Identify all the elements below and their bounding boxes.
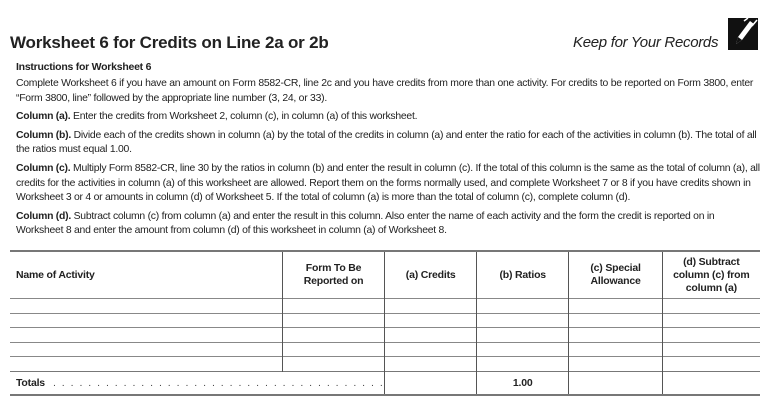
cell[interactable] [477, 299, 569, 314]
cell[interactable] [385, 357, 477, 372]
cell[interactable] [282, 299, 384, 314]
cell[interactable] [477, 342, 569, 357]
totals-credits-cell[interactable] [385, 371, 477, 395]
cell[interactable] [385, 328, 477, 343]
cell[interactable] [569, 299, 662, 314]
cell[interactable] [10, 328, 282, 343]
totals-label-cell [10, 371, 385, 395]
totals-subtract-cell[interactable] [662, 371, 760, 395]
column-a-label: Column (a). [16, 111, 71, 123]
cell[interactable] [10, 299, 282, 314]
cell[interactable] [282, 342, 384, 357]
cell[interactable] [662, 328, 760, 343]
totals-ratio-cell: 1.00 [477, 371, 569, 395]
pencil-icon [728, 18, 758, 50]
totals-label: Totals [16, 376, 45, 389]
column-a-text: Enter the credits from Worksheet 2, column (c), in column (a) of this worksheet. [70, 111, 418, 123]
cell[interactable] [477, 328, 569, 343]
column-c-label: Column (c). [16, 163, 71, 175]
cell[interactable] [662, 342, 760, 357]
col-header-name: Name of Activity [16, 268, 95, 281]
cell[interactable] [477, 357, 569, 372]
instructions-heading: Instructions for Worksheet 6 [16, 61, 152, 73]
keep-for-records-label: Keep for Your Records [573, 34, 719, 51]
table-row [10, 313, 760, 328]
col-header-subtract: (d) Subtract column (c) from column (a) [662, 251, 760, 299]
column-b-text: Divide each of the credits shown in column (a) by the total of the credits in column (a) and enter the ratio for each of the activities in column (b). The total of all the ratios must equal 1.00. [16, 130, 757, 156]
cell[interactable] [569, 313, 662, 328]
cell[interactable] [385, 299, 477, 314]
instructions-intro: Complete Worksheet 6 if you have an amount on Form 8582-CR, line 2c and you have credits from more than one activity. For credits to be reported on Form 3800, enter “Form 3800, line” followed by the appropriate line number (3, 24, or 33). [16, 78, 754, 104]
leader-dots: . . . . . . . . . . . . . . . . . . . . . . . . . . . . . . . . . . . . . . [52, 376, 385, 389]
cell[interactable] [477, 313, 569, 328]
totals-row [10, 371, 760, 395]
column-b-instruction [16, 129, 762, 158]
cell[interactable] [10, 342, 282, 357]
cell[interactable] [662, 313, 760, 328]
instructions-section [16, 60, 762, 243]
cell[interactable] [385, 342, 477, 357]
cell[interactable] [662, 357, 760, 372]
col-header-special-allowance: (c) Special Allowance [569, 251, 662, 299]
table-row [10, 299, 760, 314]
table-row [10, 342, 760, 357]
cell[interactable] [569, 357, 662, 372]
column-b-label: Column (b). [16, 130, 71, 142]
column-c-instruction [16, 162, 762, 205]
table-header-row [10, 251, 760, 299]
column-c-text: Multiply Form 8582-CR, line 30 by the ratios in column (b) and enter the result in column (c). If the total of this column is the same as the total of column (a), all credits for the activities in column (a) of this worksheet are allowed. Report them on the forms normally used, and complete Worksheet 7 or 8 if you have credits shown in Worksheet 3 or 4 or amounts in column (d) of Worksheet 5. If the total of column (a) is more than the total of column (c), complete column (d). [16, 163, 760, 203]
worksheet-title: Worksheet 6 for Credits on Line 2a or 2b [10, 33, 329, 52]
cell[interactable] [282, 313, 384, 328]
table-row [10, 357, 760, 372]
cell[interactable] [385, 313, 477, 328]
cell[interactable] [282, 357, 384, 372]
table-row [10, 328, 760, 343]
cell[interactable] [10, 313, 282, 328]
cell[interactable] [569, 342, 662, 357]
column-d-text: Subtract column (c) from column (a) and enter the result in this column. Also enter the name of each activity and the form the credit is reported on in Worksheet 8 and enter the amount from column (d) of this worksheet in column (a) of Worksheet 8. [16, 210, 715, 236]
cell[interactable] [662, 299, 760, 314]
cell[interactable] [10, 357, 282, 372]
column-d-instruction [16, 210, 762, 239]
cell[interactable] [282, 328, 384, 343]
column-a-instruction [16, 110, 762, 124]
col-header-credits: (a) Credits [385, 251, 477, 299]
worksheet-table [10, 250, 760, 396]
totals-special-allowance-cell[interactable] [569, 371, 662, 395]
col-header-ratios: (b) Ratios [477, 251, 569, 299]
col-header-form: Form To Be Reported on [282, 251, 384, 299]
column-d-label: Column (d). [16, 210, 71, 222]
cell[interactable] [569, 328, 662, 343]
